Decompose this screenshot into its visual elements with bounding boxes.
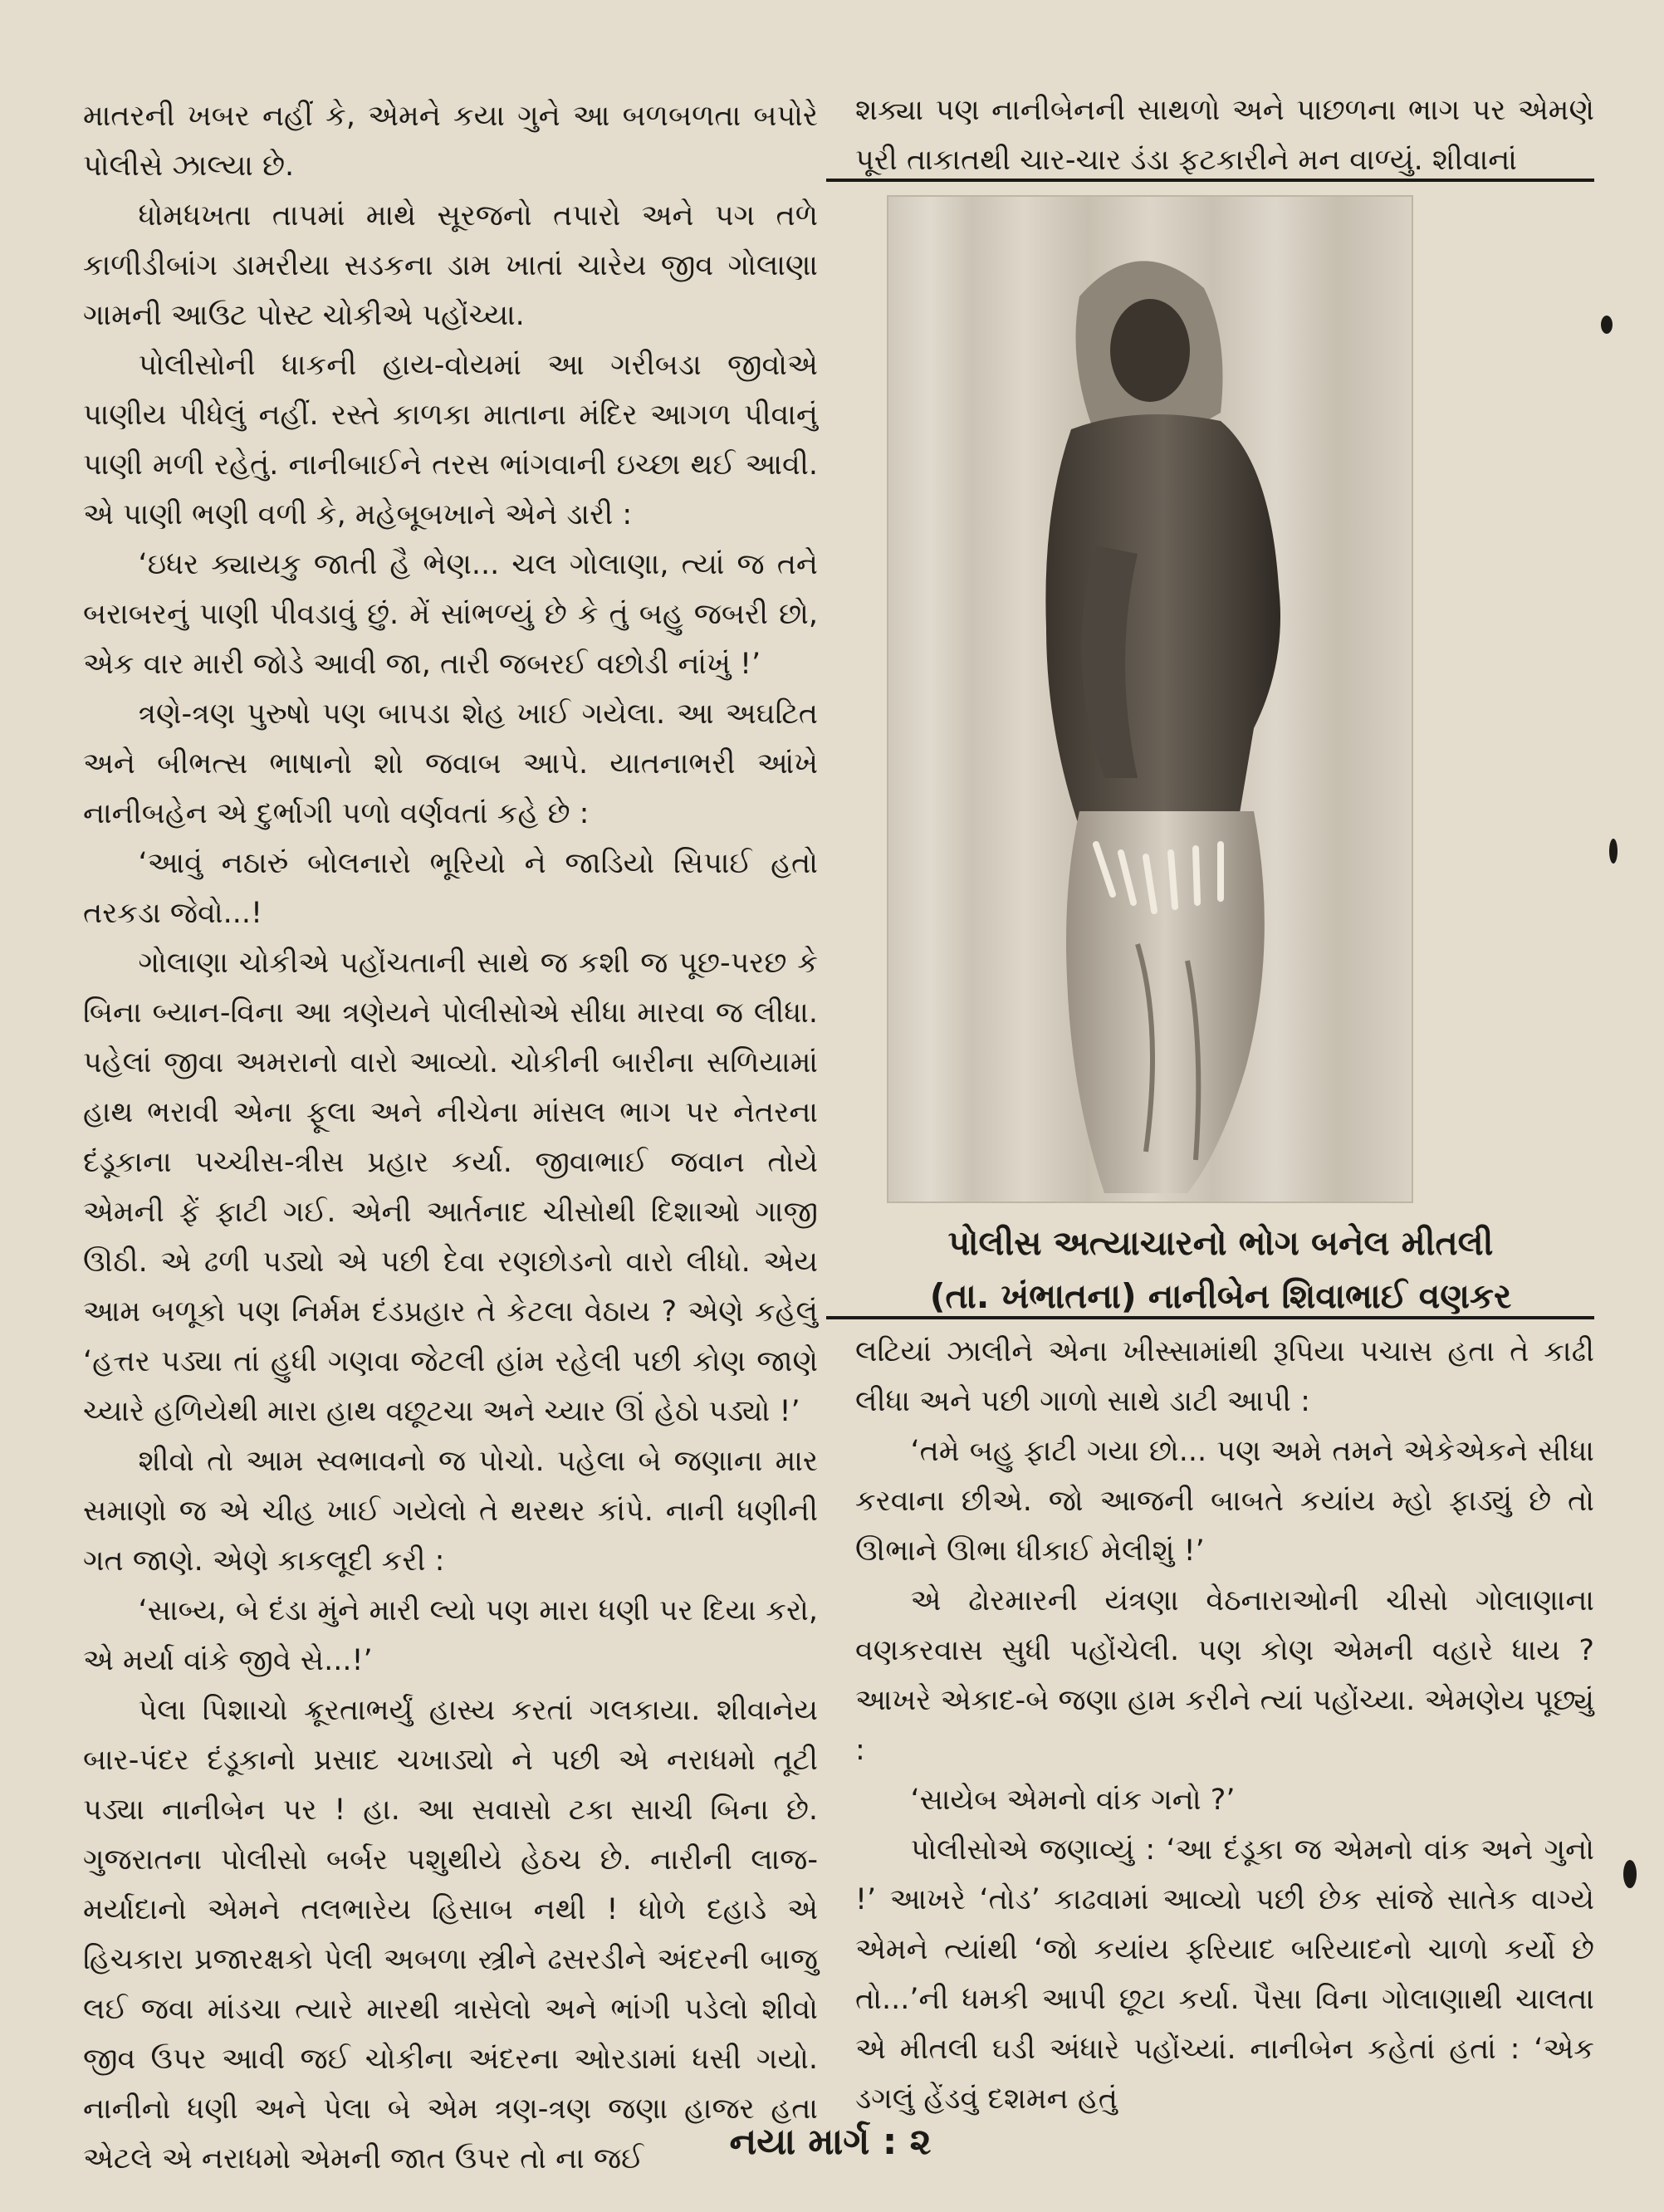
paragraph: ‘સાયેબ એમનો વાંક ગનો ?’ xyxy=(910,1784,1236,1817)
paragraph: શક્યા પણ નાનીબેનની સાથળો અને પાછળના ભાગ પર એમણે પૂરી તાકાતથી ચાર-ચાર ડંડા ફટકારીને મન વાળ્યું. શીવાનાં xyxy=(855,94,1594,177)
caption-line: (તા. ખંભાતના) નાનીબેન શિવાભાઈ વણકર xyxy=(929,1276,1512,1316)
right-column-bottom xyxy=(855,1327,1594,2124)
paragraph: પેલા પિશાચો ક્રૂરતાભર્યું હાસ્ય કરતાં ગલકાયા. શીવાનેય બાર-પંદર દંડૂકાનો પ્રસાદ ચખાડ્યો ને પછી એ નરાધમો તૂટી પડ્યા નાનીબેન પર ! હા. આ સવાસો ટકા સાચી બિના છે. ગુજરાતના પોલીસો બર્બર પશુથીયે હેઠચ છે. નારીની લાજ-મર્યાદાનો એમને તલભારેય હિસાબ નથી ! ધોળે દહાડે એ હિચકારા પ્રજારક્ષકો પેલી અબળા સ્ત્રીને ઢસરડીને અંદરની બાજુ લઈ જવા માંડચા ત્યારે મારથી ત્રાસેલો અને ભાંગી પડેલો શીવો જીવ ઉપર આવી જઈ ચોકીના અંદરના ઓરડામાં ધસી ગયો. નાનીનો ધણી અને પેલા બે એમ ત્રણ-ત્રણ જણા હાજર હતા એટલે એ નરાધમો એમની જાત ઉપર તો ના જઈ xyxy=(83,1694,818,2175)
paragraph: શીવો તો આમ સ્વભાવનો જ પોચો. પહેલા બે જણાના માર સમાણો જ એ ચીહ ખાઈ ગયેલો તે થરથર કાંપે. નાની ધણીની ગત જાણે. એણે કાકલૂદી કરી : xyxy=(83,1445,818,1578)
paragraph: ‘સાબ્ય, બે દંડા મુંને મારી લ્યો પણ મારા ધણી પર દિયા કરો, એ મર્યા વાંકે જીવે સે...!’ xyxy=(83,1594,818,1677)
paragraph: ત્રણે-ત્રણ પુરુષો પણ બાપડા શેહ ખાઈ ગયેલા. આ અઘટિત અને બીભત્સ ભાષાનો શો જવાબ આપે. યાતનાભરી આંખે નાનીબહેન એ દુર્ભાગી પળો વર્ણવતાં કહે છે : xyxy=(83,697,818,830)
paragraph: લટિયાં ઝાલીને એના ખીસ્સામાંથી રૂપિયા પચાસ હતા તે કાઢી લીધા અને પછી ગાળો સાથે ડાટી આપી : xyxy=(855,1335,1594,1418)
paragraph: ‘તમે બહુ ફાટી ગયા છો... પણ અમે તમને એકેએકને સીધા કરવાના છીએ. જો આજની બાબતે કયાંય મ્હો ફાડ્યું છે તો ઊભાને ઊભા ધીકાઈ મેલીશું !’ xyxy=(855,1435,1594,1568)
ink-mark xyxy=(1609,839,1618,864)
right-column-top xyxy=(855,86,1594,185)
paragraph: પોલીસોએ જણાવ્યું : ‘આ દંડૂકા જ એમનો વાંક અને ગુનો !’ આખરે ‘તોડ’ કાઢવામાં આવ્યો પછી છેક સાંજે સાતેક વાગ્યે એમને ત્યાંથી ‘જો કયાંય ફરિયાદ બરિયાદનો ચાળો કર્યો છે તો...’ની ધમકી આપી છૂટા કર્યા. પૈસા વિના ગોલાણાથી ચાલતા એ મીતલી ઘડી અંધારે પહોંચ્યાં. નાનીબેન કહેતાં હતાં : ‘એક ડગલું હેંડવું દશમન હતું xyxy=(855,1833,1594,2116)
left-column xyxy=(83,91,818,2184)
ink-mark xyxy=(1601,316,1613,334)
divider xyxy=(826,1316,1594,1319)
paragraph: પોલીસોની ધાકની હાય-વોયમાં આ ગરીબડા જીવોએ પાણીય પીધેલું નહીં. રસ્તે કાળકા માતાના મંદિર આગળ પીવાનું પાણી મળી રહેતું. નાનીબાઈને તરસ ભાંગવાની ઇચ્છા થઈ આવી. એ પાણી ભણી વળી કે, મહેબૂબખાને એને ડારી : xyxy=(83,349,818,531)
paragraph: ગોલાણા ચોકીએ પહોંચતાની સાથે જ કશી જ પૂછ-પરછ કે બિના બ્યાન-વિના આ ત્રણેયને પોલીસોએ સીધા મારવા જ લીધા. પહેલાં જીવા અમરાનો વારો આવ્યો. ચોકીની બારીના સળિયામાં હાથ ભરાવી એના ફૂલા અને નીચેના માંસલ ભાગ પર નેતરના દંડૂકાના પચ્ચીસ-ત્રીસ પ્રહાર કર્યા. જીવાભાઈ જવાન તોયે એમની ફેં ફાટી ગઈ. એની આર્તનાદ ચીસોથી દિશાઓ ગાજી ઊઠી. એ ઢળી પડ્યો એ પછી દેવા રણછોડનો વારો લીધો. એય આમ બળૂકો પણ નિર્મમ દંડપ્રહાર તે કેટલા વેઠાય ? એણે કહેલું ‘હત્તર પડ્યા તાં હુધી ગણવા જેટલી હાંમ રહેલી પછી કોણ જાણે ચ્યારે હળિયેથી મારા હાથ વછૂટચા અને ચ્યાર ઊં હેઠો પડ્યો !’ xyxy=(83,947,818,1428)
photo-caption xyxy=(859,1216,1582,1323)
page-footer: નયા માર્ગ : ૨ xyxy=(729,2121,932,2163)
paragraph: ધોમધખતા તાપમાં માથે સૂરજનો તપારો અને પગ તળે કાળીડીબાંગ ડામરીયા સડકના ડામ ખાતાં ચારેય જીવ ગોલાણા ગામની આઉટ પોસ્ટ ચોકીએ પહોંચ્યા. xyxy=(83,199,818,332)
divider xyxy=(826,179,1594,182)
paragraph: માતરની ખબર નહીં કે, એમને કયા ગુને આ બળબળતા બપોરે પોલીસે ઝાલ્યા છે. xyxy=(83,100,818,183)
paragraph: એ ઢોરમારની યંત્રણા વેઠનારાઓની ચીસો ગોલાણાના વણકરવાસ સુધી પહોંચેલી. પણ કોણ એમની વહારે ધાય ? આખરે એકાદ-બે જણા હામ કરીને ત્યાં પહોંચ્યા. એમણેય પૂછ્યું : xyxy=(855,1584,1594,1767)
paragraph: ‘આવું નઠારું બોલનારો ભૂરિયો ને જાડિયો સિપાઈ હતો તરકડા જેવો...! xyxy=(83,847,818,930)
portrait-photo xyxy=(887,195,1413,1203)
ink-mark xyxy=(1623,1860,1637,1888)
woman-portrait-image xyxy=(888,197,1412,1201)
caption-line: પોલીસ અત્યાચારનો ભોગ બનેલ મીતલી xyxy=(947,1223,1494,1263)
paragraph: ‘ઇધર ક્યાયકુ જાતી હૈ ભેણ... ચલ ગોલાણા, ત્યાં જ તને બરાબરનું પાણી પીવડાવું છું. મેં સાંભળ્યું છે કે તું બહુ જબરી છો, એક વાર મારી જોડે આવી જા, તારી જબરઈ વછોડી નાંખું !’ xyxy=(83,548,818,681)
